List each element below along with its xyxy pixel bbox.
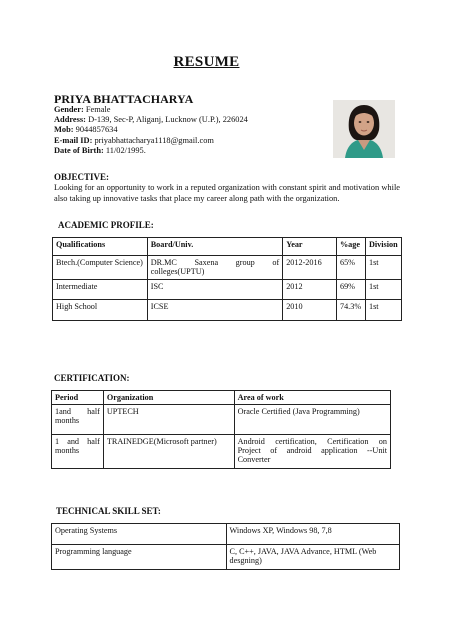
mob-value: 9044857634 xyxy=(75,125,118,135)
dob-line xyxy=(54,146,248,156)
academic-cell: 65% xyxy=(336,256,365,280)
table-row xyxy=(53,300,402,321)
personal-details xyxy=(54,105,248,156)
table-row xyxy=(53,280,402,300)
academic-col-year: Year xyxy=(283,238,337,256)
objective-text: Looking for an opportunity to work in a reputed organization with constant spirit and motivation while also taking up innovative tasks that place my career along path with the organization. xyxy=(54,183,400,203)
certification-cell: UPTECH xyxy=(103,405,234,435)
gender-label: Gender: xyxy=(54,105,84,114)
certification-cell: TRAINEDGE(Microsoft partner) xyxy=(103,435,234,469)
objective-heading: OBJECTIVE: xyxy=(54,172,110,182)
academic-cell: 1st xyxy=(365,280,401,300)
table-row xyxy=(52,435,391,469)
table-row xyxy=(52,524,400,545)
skills-table xyxy=(51,523,400,570)
address-label: Address: xyxy=(54,115,86,125)
academic-col-percentage: %age xyxy=(336,238,365,256)
academic-cell: 1st xyxy=(365,300,401,321)
portrait-image xyxy=(333,100,395,158)
certification-cell: 1 and half months xyxy=(52,435,104,469)
academic-cell: 74.3% xyxy=(336,300,365,321)
certification-cell: Oracle Certified (Java Programming) xyxy=(234,405,390,435)
academic-cell: 2012 xyxy=(283,280,337,300)
skills-cell: C, C++, JAVA, JAVA Advance, HTML (Web desgning) xyxy=(226,545,399,570)
certification-col-area: Area of work xyxy=(234,391,390,405)
dob-value: 11/02/1995. xyxy=(105,145,146,155)
candidate-name: PRIYA BHATTACHARYA xyxy=(54,92,194,106)
skills-cell: Programming language xyxy=(52,545,227,570)
profile-photo xyxy=(333,100,395,158)
table-row xyxy=(53,256,402,280)
gender-value: Female xyxy=(85,105,111,114)
academic-cell: 69% xyxy=(336,280,365,300)
mob-line xyxy=(54,125,248,135)
academic-cell: Intermediate xyxy=(53,280,148,300)
academic-cell: Btech.(Computer Science) xyxy=(53,256,148,280)
email-label: E-mail ID: xyxy=(54,135,93,145)
certification-col-organization: Organization xyxy=(103,391,234,405)
academic-table xyxy=(52,237,402,321)
academic-cell: 1st xyxy=(365,256,401,280)
certification-table xyxy=(51,390,391,469)
academic-heading: ACADEMIC PROFILE: xyxy=(58,220,154,230)
academic-header-row xyxy=(53,238,402,256)
dob-label: Date of Birth: xyxy=(54,145,104,155)
gender-line xyxy=(54,105,248,115)
academic-cell: ISC xyxy=(147,280,282,300)
certification-col-period: Period xyxy=(52,391,104,405)
certification-heading: CERTIFICATION: xyxy=(54,373,130,383)
academic-cell: 2010 xyxy=(283,300,337,321)
academic-col-division: Division xyxy=(365,238,401,256)
skills-cell: Windows XP, Windows 98, 7,8 xyxy=(226,524,399,545)
address-line xyxy=(54,115,248,125)
academic-cell: ICSE xyxy=(147,300,282,321)
certification-cell: 1and half months xyxy=(52,405,104,435)
academic-cell: High School xyxy=(53,300,148,321)
certification-header-row xyxy=(52,391,391,405)
skills-cell: Operating Systems xyxy=(52,524,227,545)
academic-cell: 2012-2016 xyxy=(283,256,337,280)
address-value: D-139, Sec-P, Aliganj, Lucknow (U.P.), 226024 xyxy=(88,115,248,125)
email-value: priyabhattacharya1118@gmail.com xyxy=(94,135,214,145)
certification-cell: Android certification, Certification on Project of android application --Unit Converter xyxy=(234,435,390,469)
table-row xyxy=(52,545,400,570)
resume-title: RESUME xyxy=(173,54,240,70)
table-row xyxy=(52,405,391,435)
email-line xyxy=(54,136,248,146)
skills-heading: TECHNICAL SKILL SET: xyxy=(56,506,161,516)
mob-label: Mob: xyxy=(54,125,74,135)
academic-col-qualifications: Qualifications xyxy=(53,238,148,256)
academic-col-board: Board/Univ. xyxy=(147,238,282,256)
academic-cell: DR.MC Saxena group of colleges(UPTU) xyxy=(147,256,282,280)
